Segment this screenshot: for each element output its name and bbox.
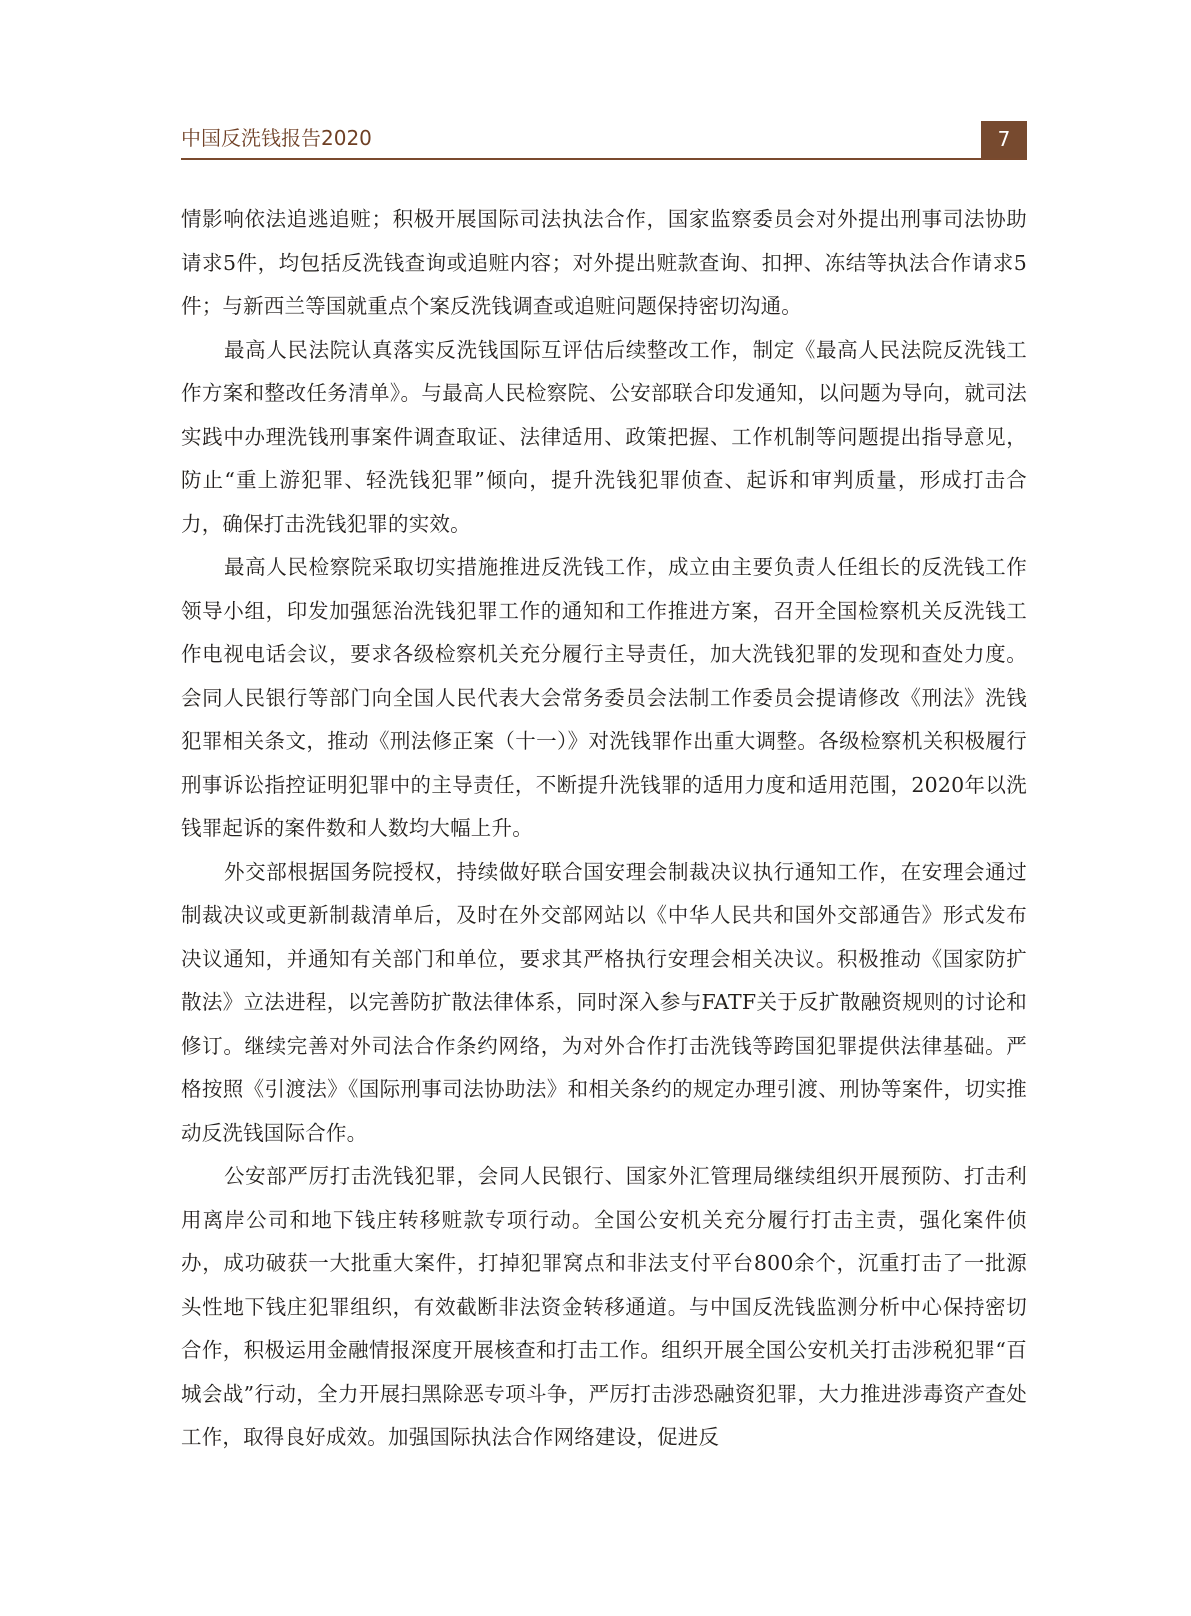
paragraph-3: 最高人民检察院采取切实措施推进反洗钱工作，成立由主要负责人任组长的反洗钱工作领导小组，印发加强惩治洗钱犯罪工作的通知和工作推进方案，召开全国检察机关反洗钱工作电视电话会议，要求各级检察机关充分履行主导责任，加大洗钱犯罪的发现和查处力度。会同人民银行等部门向全国人民代表大会常务委员会法制工作委员会提请修改《刑法》洗钱犯罪相关条文，推动《刑法修正案（十一）》对洗钱罪作出重大调整。各级检察机关积极履行刑事诉讼指控证明犯罪中的主导责任，不断提升洗钱罪的适用力度和适用范围，2020年以洗钱罪起诉的案件数和人数均大幅上升。 <box>181 555 1027 840</box>
paragraph-4: 外交部根据国务院授权，持续做好联合国安理会制裁决议执行通知工作，在安理会通过制裁决议或更新制裁清单后，及时在外交部网站以《中华人民共和国外交部通告》形式发布决议通知，并通知有关部门和单位，要求其严格执行安理会相关决议。积极推动《国家防扩散法》立法进程，以完善防扩散法律体系，同时深入参与FATF关于反扩散融资规则的讨论和修订。继续完善对外司法合作条约网络，为对外合作打击洗钱等跨国犯罪提供法律基础。严格按照《引渡法》《国际刑事司法协助法》和相关条约的规定办理引渡、刑协等案件，切实推动反洗钱国际合作。 <box>181 859 1027 1145</box>
paragraph-5: 公安部严厉打击洗钱犯罪，会同人民银行、国家外汇管理局继续组织开展预防、打击利用离岸公司和地下钱庄转移赃款专项行动。全国公安机关充分履行打击主责，强化案件侦办，成功破获一大批重大案件，打掉犯罪窝点和非法支付平台800余个，沉重打击了一批源头性地下钱庄犯罪组织，有效截断非法资金转移通道。与中国反洗钱监测分析中心保持密切合作，积极运用金融情报深度开展核查和打击工作。组织开展全国公安机关打击涉税犯罪“百城会战”行动，全力开展扫黑除恶专项斗争，严厉打击涉恐融资犯罪，大力推进涉毒资产查处工作，取得良好成效。加强国际执法合作网络建设，促进反 <box>181 1164 1027 1449</box>
page-number: 7 <box>981 121 1027 158</box>
paragraph-1: 情影响依法追逃追赃；积极开展国际司法执法合作，国家监察委员会对外提出刑事司法协助请求5件，均包括反洗钱查询或追赃内容；对外提出赃款查询、扣押、冻结等执法合作请求5件；与新西兰等国就重点个案反洗钱调查或追赃问题保持密切沟通。 <box>181 207 1027 318</box>
report-title: 中国反洗钱报告2020 <box>181 126 372 150</box>
paragraph-2: 最高人民法院认真落实反洗钱国际互评估后续整改工作，制定《最高人民法院反洗钱工作方案和整改任务清单》。与最高人民检察院、公安部联合印发通知，以问题为导向，就司法实践中办理洗钱刑事案件调查取证、法律适用、政策把握、工作机制等问题提出指导意见，防止“重上游犯罪、轻洗钱犯罪”倾向，提升洗钱犯罪侦查、起诉和审判质量，形成打击合力，确保打击洗钱犯罪的实效。 <box>181 337 1027 536</box>
page-header <box>181 121 1027 160</box>
body-text <box>181 198 1027 1460</box>
